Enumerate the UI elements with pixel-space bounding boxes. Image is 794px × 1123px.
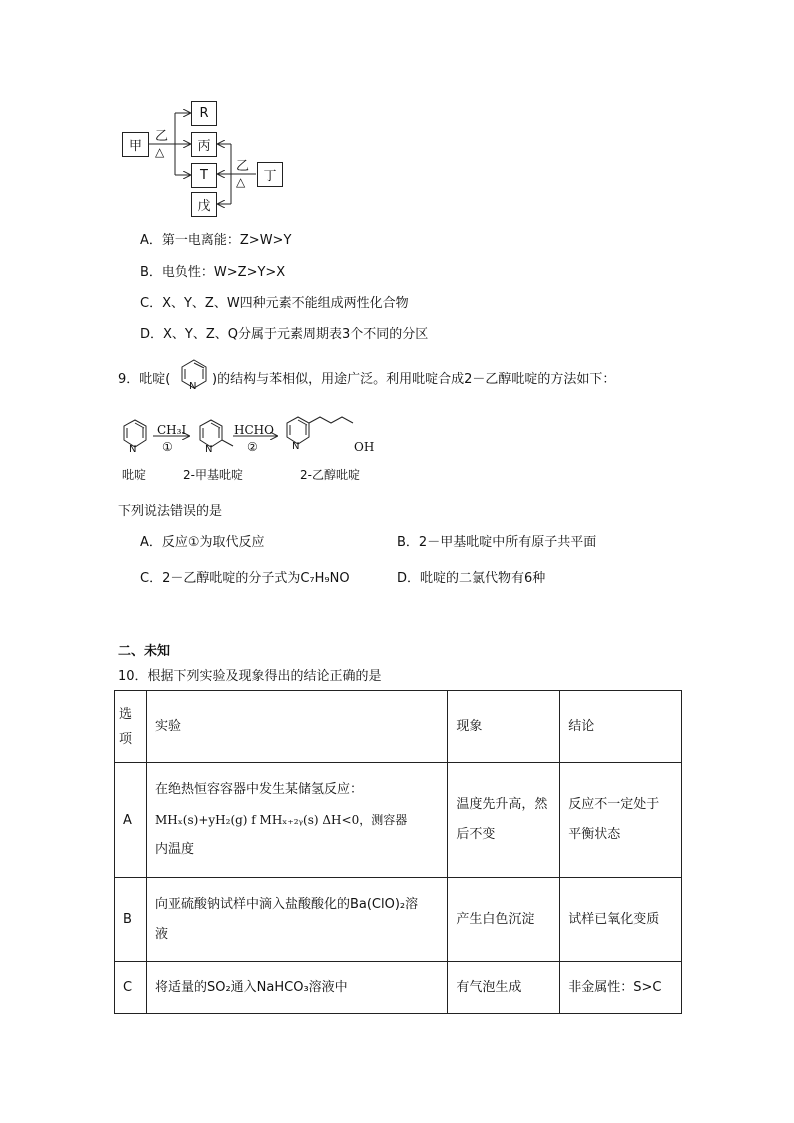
row-b-exp-line2: 液 bbox=[154, 926, 168, 942]
row-a-exp-line1: 在绝热恒容容器中发生某储氢反应： bbox=[154, 782, 363, 797]
section-heading: 二、未知 bbox=[118, 644, 171, 659]
row-a-concl-line2: 平衡状态 bbox=[568, 827, 621, 842]
box-bing: 丙 bbox=[191, 132, 217, 157]
q8-option-b: B．电负性：W>Z>Y>X bbox=[140, 265, 286, 280]
row-a-phen-line2: 后不变 bbox=[456, 827, 496, 842]
q9-option-d: D．吡啶的二氯代物有6种 bbox=[397, 571, 546, 586]
row-c-phenomenon: 有气泡生成 bbox=[448, 962, 560, 1014]
row-a-phen-line1: 温度先升高，然 bbox=[456, 797, 548, 812]
header-experiment: 实验 bbox=[146, 691, 447, 763]
q9-option-a: A．反应①为取代反应 bbox=[140, 535, 265, 550]
reagent-yi-left: 乙 bbox=[155, 129, 169, 144]
box-jia: 甲 bbox=[122, 132, 149, 157]
heat-right: △ bbox=[236, 175, 246, 189]
heat-left: △ bbox=[155, 145, 165, 159]
reagent-ch3i: CH₃I bbox=[157, 423, 187, 437]
q9-option-b: B．2－甲基吡啶中所有原子共平面 bbox=[397, 535, 597, 550]
row-a-phenomenon bbox=[448, 763, 560, 878]
q9-stem-end: )的结构与苯相似，用途广泛。利用吡啶合成2－乙醇吡啶的方法如下： bbox=[212, 372, 616, 387]
box-ding: 丁 bbox=[257, 162, 283, 187]
label-2-methylpyridine: 2-甲基吡啶 bbox=[183, 468, 243, 482]
row-b-phenomenon: 产生白色沉淀 bbox=[448, 878, 560, 962]
table-row bbox=[115, 878, 682, 962]
q8-option-d: D．X、Y、Z、Q分属于元素周期表3个不同的分区 bbox=[140, 327, 429, 342]
row-a-conclusion bbox=[560, 763, 682, 878]
row-b-exp-line1: 向亚硫酸钠试样中滴入盐酸酸化的Ba(ClO)₂溶 bbox=[154, 896, 419, 912]
header-option: 选 项 bbox=[115, 691, 147, 763]
reagent-yi-right: 乙 bbox=[236, 159, 250, 174]
scheme-n-3: N bbox=[292, 441, 300, 452]
box-r: R bbox=[191, 101, 217, 126]
row-a-exp-line2: MHₓ(s)+yH₂(g) f MHₓ₊₂ᵧ(s) ΔH<0，测容器 bbox=[154, 813, 408, 827]
row-c-experiment: 将适量的SO₂通入NaHCO₃溶液中 bbox=[146, 962, 447, 1014]
reagent-hcho: HCHO bbox=[234, 423, 274, 437]
label-2-ethanolpyridine: 2-乙醇吡啶 bbox=[300, 468, 360, 482]
box-wu: 戊 bbox=[191, 192, 217, 217]
q8-option-c: C．X、Y、Z、W四种元素不能组成两性化合物 bbox=[140, 296, 409, 311]
table-header-row bbox=[115, 691, 682, 763]
q9-stem-start: 9．吡啶( bbox=[118, 372, 171, 387]
table-row bbox=[115, 962, 682, 1014]
pyridine-inline-n: N bbox=[189, 381, 197, 392]
step-1-marker: ① bbox=[162, 440, 173, 454]
q8-option-a: A．第一电离能：Z>W>Y bbox=[140, 233, 292, 248]
row-a-experiment bbox=[146, 763, 447, 878]
row-b-option: B bbox=[115, 878, 147, 962]
scheme-n-2: N bbox=[205, 444, 213, 455]
row-a-concl-line1: 反应不一定处于 bbox=[568, 797, 660, 812]
label-pyridine: 吡啶 bbox=[122, 468, 147, 482]
oh-group: OH bbox=[354, 440, 375, 454]
table-row bbox=[115, 763, 682, 878]
box-t: T bbox=[191, 163, 217, 188]
q10-stem: 10．根据下列实验及现象得出的结论正确的是 bbox=[118, 669, 382, 684]
row-c-conclusion: 非金属性：S>C bbox=[560, 962, 682, 1014]
row-c-option: C bbox=[115, 962, 147, 1014]
header-phenomenon: 现象 bbox=[448, 691, 560, 763]
flow-arrows bbox=[0, 0, 300, 220]
row-b-experiment bbox=[146, 878, 447, 962]
row-a-option: A bbox=[115, 763, 147, 878]
header-conclusion: 结论 bbox=[560, 691, 682, 763]
scheme-n-1: N bbox=[129, 444, 137, 455]
q9-option-c: C．2－乙醇吡啶的分子式为C₇H₉NO bbox=[140, 571, 350, 586]
q9-question: 下列说法错误的是 bbox=[118, 504, 223, 519]
step-2-marker: ② bbox=[247, 440, 258, 454]
q10-table bbox=[114, 690, 682, 1014]
row-a-exp-line3: 内温度 bbox=[154, 842, 194, 857]
row-b-conclusion: 试样已氧化变质 bbox=[560, 878, 682, 962]
